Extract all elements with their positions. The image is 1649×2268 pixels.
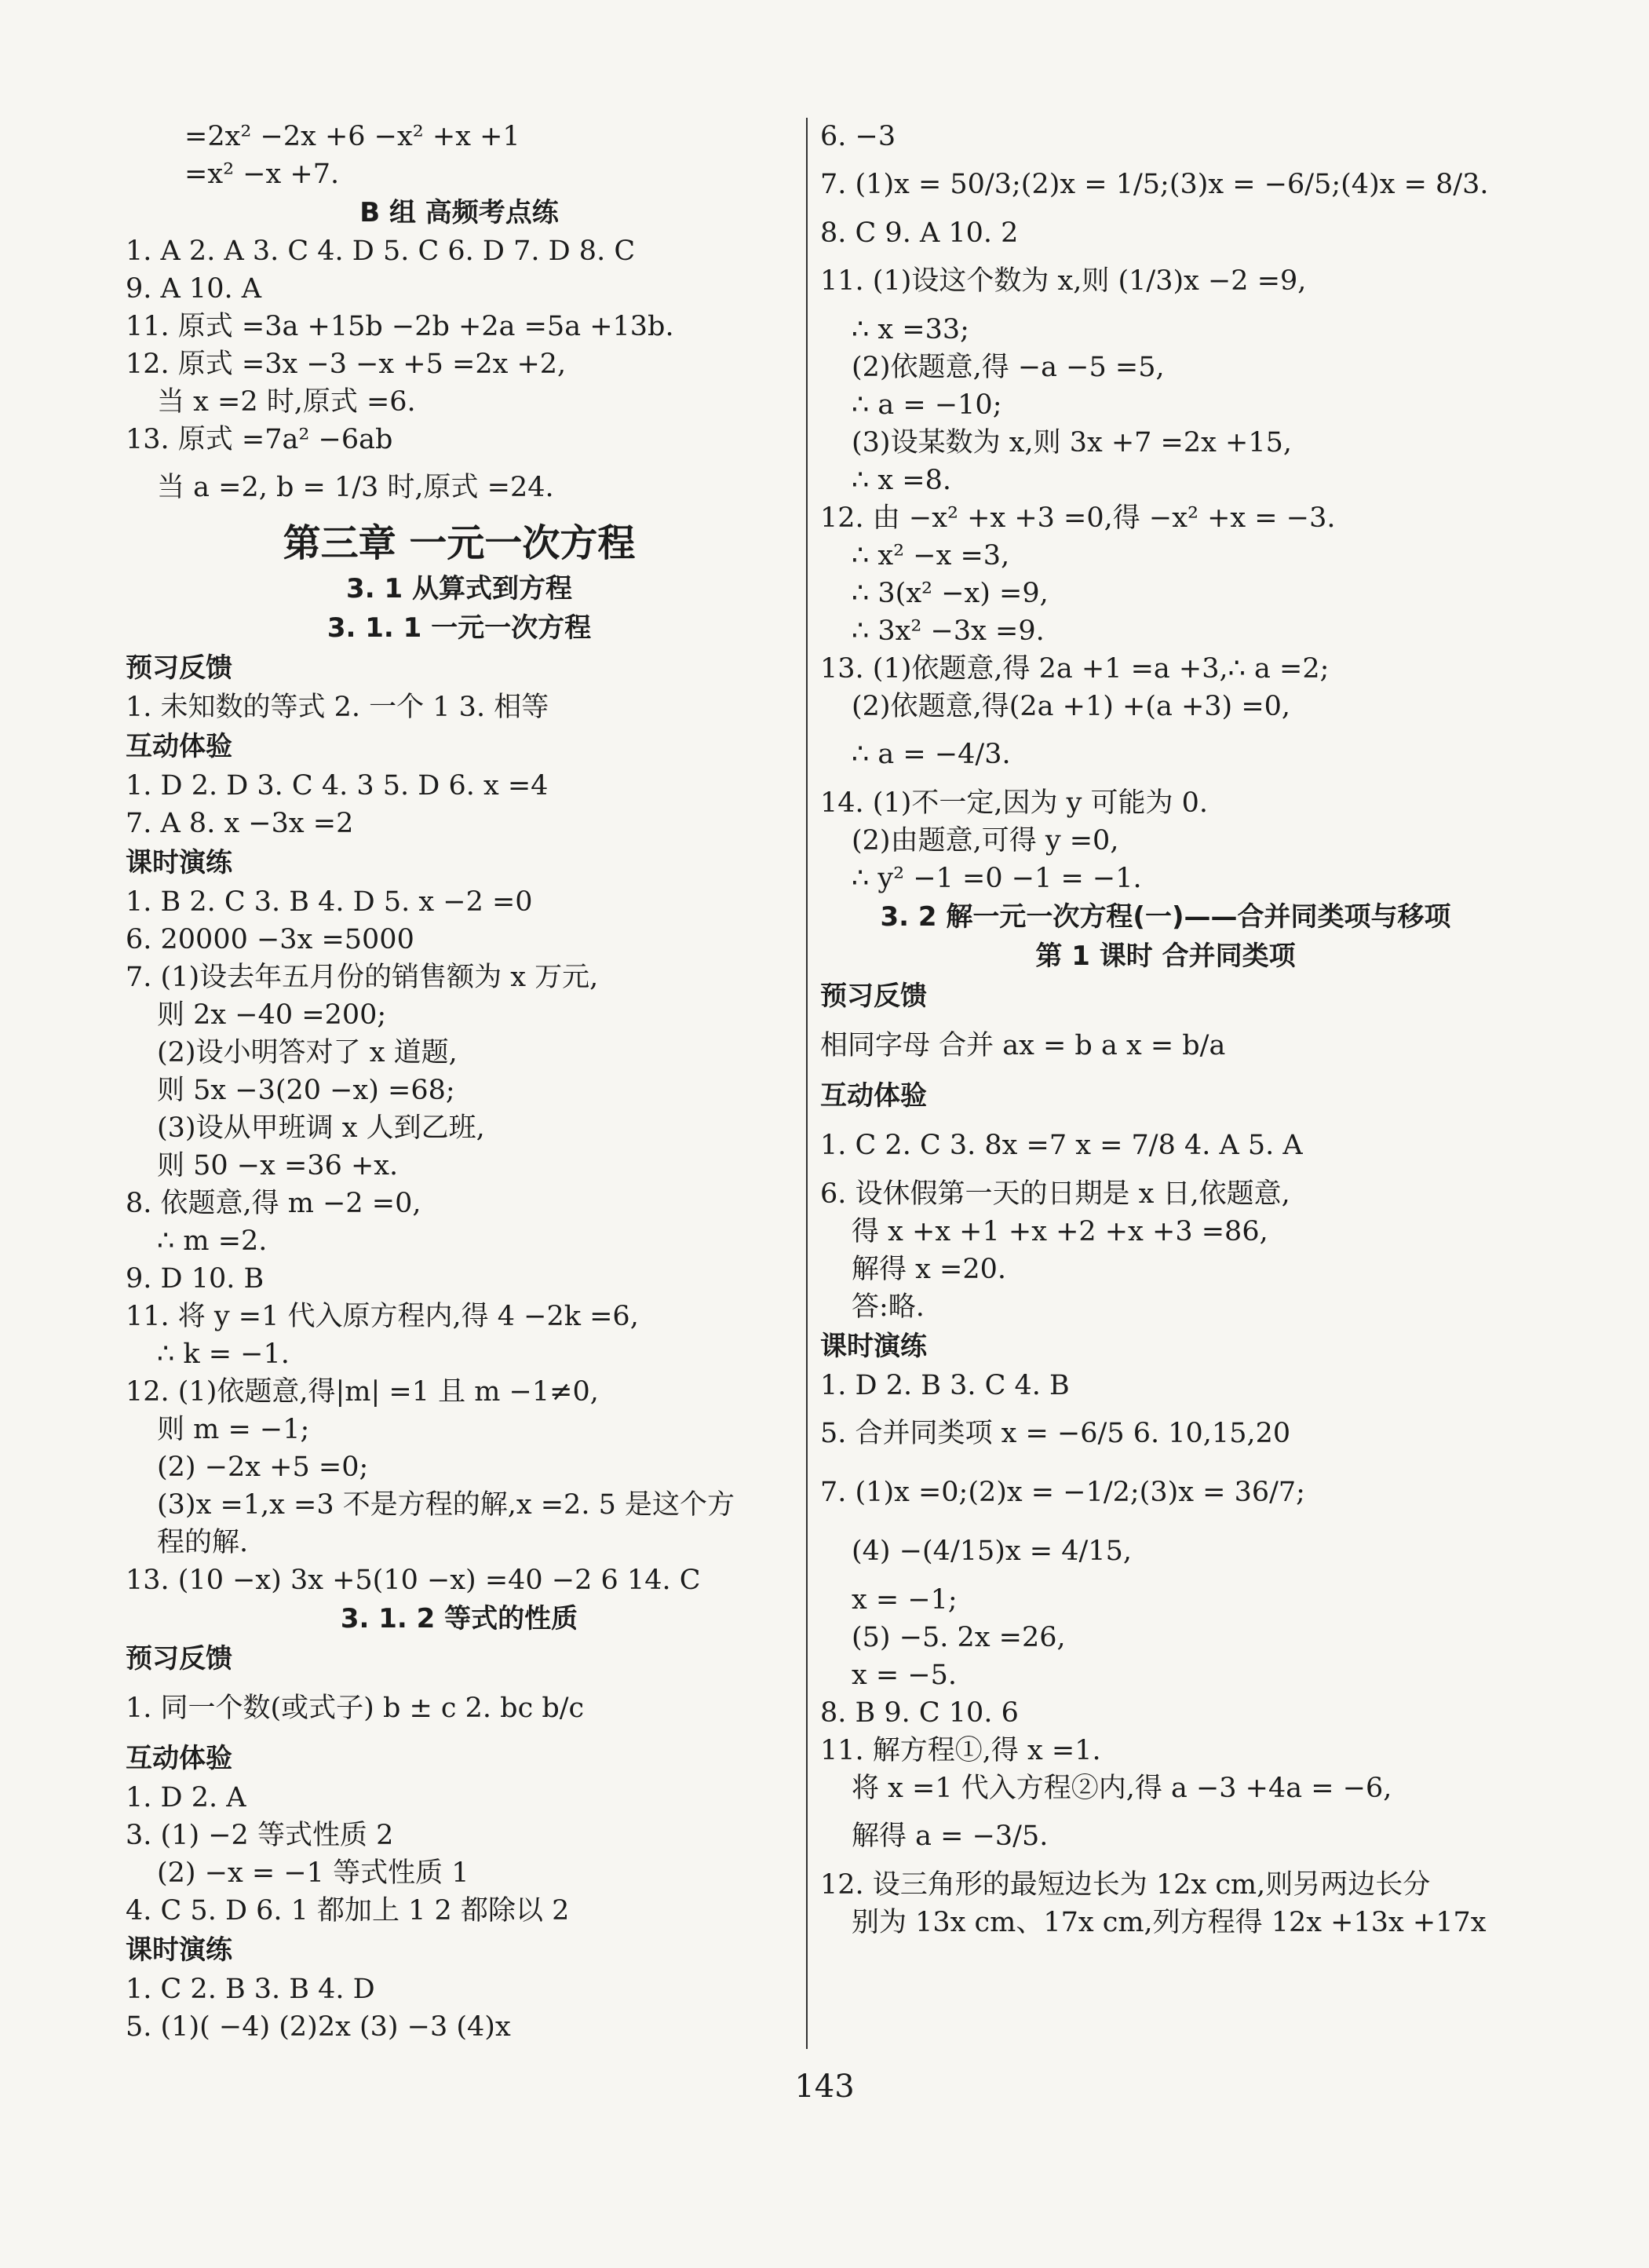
- answer-line: 12. (1)依题意,得|m| =1 且 m −1≠0,: [126, 1376, 599, 1408]
- answer-line: 1. D 2. A: [126, 1782, 246, 1813]
- answer-line: ∴ m =2.: [157, 1225, 268, 1257]
- answer-line: 7. (1)设去年五月份的销售额为 x 万元,: [126, 962, 599, 993]
- subsection-title: B 组 高频考点练: [359, 197, 559, 228]
- answer-line: 5. 合并同类项 x = −6/5 6. 10,15,20: [820, 1418, 1291, 1449]
- subsection-title: 3. 1. 1 一元一次方程: [327, 612, 592, 644]
- answer-line: 1. C 2. B 3. B 4. D: [126, 1974, 375, 2005]
- section-heading: 预习反馈: [126, 652, 232, 684]
- answer-line: 13. (1)依题意,得 2a +1 =a +3,∴ a =2;: [820, 653, 1330, 685]
- answer-line: 13. 原式 =7a² −6ab: [126, 424, 393, 455]
- answer-line: 则 m = −1;: [157, 1414, 310, 1445]
- answer-line: 得 x +x +1 +x +2 +x +3 =86,: [852, 1216, 1268, 1247]
- answer-line: 1. A 2. A 3. C 4. D 5. C 6. D 7. D 8. C: [126, 236, 636, 267]
- left-column: [126, 118, 793, 2046]
- answer-line: (2) −2x +5 =0;: [157, 1452, 369, 1483]
- page-number: 143: [794, 2069, 855, 2105]
- answer-line: ∴ x² −x =3,: [852, 540, 1010, 572]
- answer-line: 7. (1)x =0;(2)x = −1/2;(3)x = 36/7;: [820, 1477, 1305, 1508]
- section-heading: 课时演练: [126, 1934, 232, 1966]
- answer-line: x = −5.: [852, 1660, 958, 1691]
- answer-line: 1. 未知数的等式 2. 一个 1 3. 相等: [126, 692, 549, 723]
- subsection-title: 3. 1. 2 等式的性质: [340, 1603, 578, 1634]
- answer-line: 1. B 2. C 3. B 4. D 5. x −2 =0: [126, 886, 533, 918]
- answer-line: 解得 a = −3/5.: [852, 1821, 1049, 1852]
- answer-line: (2)由题意,可得 y =0,: [852, 825, 1119, 856]
- answer-line: ∴ k = −1.: [157, 1339, 290, 1370]
- answer-line: ∴ 3(x² −x) =9,: [852, 578, 1049, 609]
- answer-line: (3)设某数为 x,则 3x +7 =2x +15,: [852, 427, 1292, 458]
- answer-line: 12. 原式 =3x −3 −x +5 =2x +2,: [126, 349, 567, 380]
- answer-line: ∴ y² −1 =0 −1 = −1.: [852, 863, 1142, 894]
- answer-line: (5) −5. 2x =26,: [852, 1622, 1066, 1653]
- answer-line: 1. 同一个数(或式子) b ± c 2. bc b/c: [126, 1693, 585, 1724]
- answer-line: 11. 将 y =1 代入原方程内,得 4 −2k =6,: [126, 1301, 639, 1332]
- subsection-title: 3. 2 解一元一次方程(一)——合并同类项与移项: [880, 901, 1451, 933]
- answer-line: ∴ a = −10;: [852, 389, 1002, 421]
- answer-line: 将 x =1 代入方程②内,得 a −3 +4a = −6,: [852, 1773, 1392, 1804]
- answer-line: 相同字母 合并 ax = b a x = b/a: [820, 1030, 1226, 1061]
- answer-line: 程的解.: [157, 1527, 249, 1558]
- answer-line: ∴ 3x² −3x =9.: [852, 615, 1045, 647]
- answer-line: 当 x =2 时,原式 =6.: [157, 386, 416, 418]
- answer-line: 12. 由 −x² +x +3 =0,得 −x² +x = −3.: [820, 502, 1336, 534]
- section-heading: 课时演练: [820, 1331, 927, 1362]
- answer-line: ∴ x =33;: [852, 314, 969, 345]
- subsection-title: 第 1 课时 合并同类项: [1035, 940, 1296, 972]
- answer-line: 6. −3: [820, 121, 896, 152]
- answer-line: ∴ a = −4/3.: [852, 739, 1011, 770]
- section-heading: 课时演练: [126, 847, 232, 878]
- section-heading: 互动体验: [820, 1080, 927, 1112]
- section-heading: 互动体验: [126, 1743, 232, 1774]
- section-heading: 预习反馈: [820, 981, 927, 1012]
- answer-line: 12. 设三角形的最短边长为 12x cm,则另两边长分: [820, 1869, 1431, 1901]
- answer-line: (2)设小明答对了 x 道题,: [157, 1037, 458, 1068]
- answer-line: 4. C 5. D 6. 1 都加上 1 2 都除以 2: [126, 1895, 570, 1927]
- answer-line: 11. 解方程①,得 x =1.: [820, 1735, 1101, 1766]
- answer-line: (2)依题意,得 −a −5 =5,: [852, 352, 1165, 383]
- answer-line: 1. D 2. B 3. C 4. B: [820, 1370, 1070, 1401]
- answer-line: 11. (1)设这个数为 x,则 (1/3)x −2 =9,: [820, 265, 1307, 297]
- answer-line: 当 a =2, b = 1/3 时,原式 =24.: [157, 472, 554, 503]
- answer-line: 别为 13x cm、17x cm,列方程得 12x +13x +17x: [852, 1907, 1487, 1938]
- answer-line: 6. 设休假第一天的日期是 x 日,依题意,: [820, 1178, 1290, 1210]
- answer-line: 1. D 2. D 3. C 4. 3 5. D 6. x =4: [126, 770, 549, 802]
- section-heading: 预习反馈: [126, 1643, 232, 1675]
- answer-line: (3)x =1,x =3 不是方程的解,x =2. 5 是这个方: [157, 1489, 735, 1521]
- answer-line: 则 50 −x =36 +x.: [157, 1150, 399, 1181]
- answer-line: 则 2x −40 =200;: [157, 999, 387, 1031]
- answer-line: 7. A 8. x −3x =2: [126, 808, 354, 839]
- answer-line: 8. 依题意,得 m −2 =0,: [126, 1188, 421, 1219]
- answer-line: (4) −(4/15)x = 4/15,: [852, 1536, 1132, 1567]
- answer-line: 13. (10 −x) 3x +5(10 −x) =40 −2 6 14. C: [126, 1565, 701, 1596]
- answer-line: 5. (1)( −4) (2)2x (3) −3 (4)x: [126, 2011, 511, 2043]
- answer-line: 11. 原式 =3a +15b −2b +2a =5a +13b.: [126, 311, 674, 342]
- right-column: [820, 118, 1511, 1941]
- answer-line: (2) −x = −1 等式性质 1: [157, 1857, 469, 1889]
- answer-line: 1. C 2. C 3. 8x =7 x = 7/8 4. A 5. A: [820, 1130, 1303, 1161]
- answer-line: 8. C 9. A 10. 2: [820, 217, 1019, 249]
- answer-line: 6. 20000 −3x =5000: [126, 924, 414, 955]
- answer-line: =x² −x +7.: [184, 159, 340, 190]
- answer-line: 解得 x =20.: [852, 1254, 1006, 1285]
- answer-line: 14. (1)不一定,因为 y 可能为 0.: [820, 787, 1209, 819]
- answer-line: 7. (1)x = 50/3;(2)x = 1/5;(3)x = −6/5;(4)x = 8/3.: [820, 169, 1489, 200]
- answer-line: 则 5x −3(20 −x) =68;: [157, 1075, 455, 1106]
- answer-line: x = −1;: [852, 1584, 958, 1616]
- column-divider: [806, 118, 808, 2049]
- chapter-title: 第三章 一元一次方程: [283, 521, 636, 565]
- subsection-title: 3. 1 从算式到方程: [346, 573, 572, 604]
- section-heading: 互动体验: [126, 731, 232, 762]
- answer-line: 9. D 10. B: [126, 1263, 264, 1295]
- answer-line: 9. A 10. A: [126, 273, 261, 305]
- answer-line: ∴ x =8.: [852, 465, 951, 496]
- answer-line: 8. B 9. C 10. 6: [820, 1697, 1019, 1729]
- answer-line: =2x² −2x +6 −x² +x +1: [184, 121, 520, 152]
- answer-line: 3. (1) −2 等式性质 2: [126, 1820, 394, 1851]
- answer-line: (3)设从甲班调 x 人到乙班,: [157, 1112, 485, 1144]
- answer-line: 答:略.: [852, 1291, 925, 1323]
- answer-line: (2)依题意,得(2a +1) +(a +3) =0,: [852, 691, 1291, 722]
